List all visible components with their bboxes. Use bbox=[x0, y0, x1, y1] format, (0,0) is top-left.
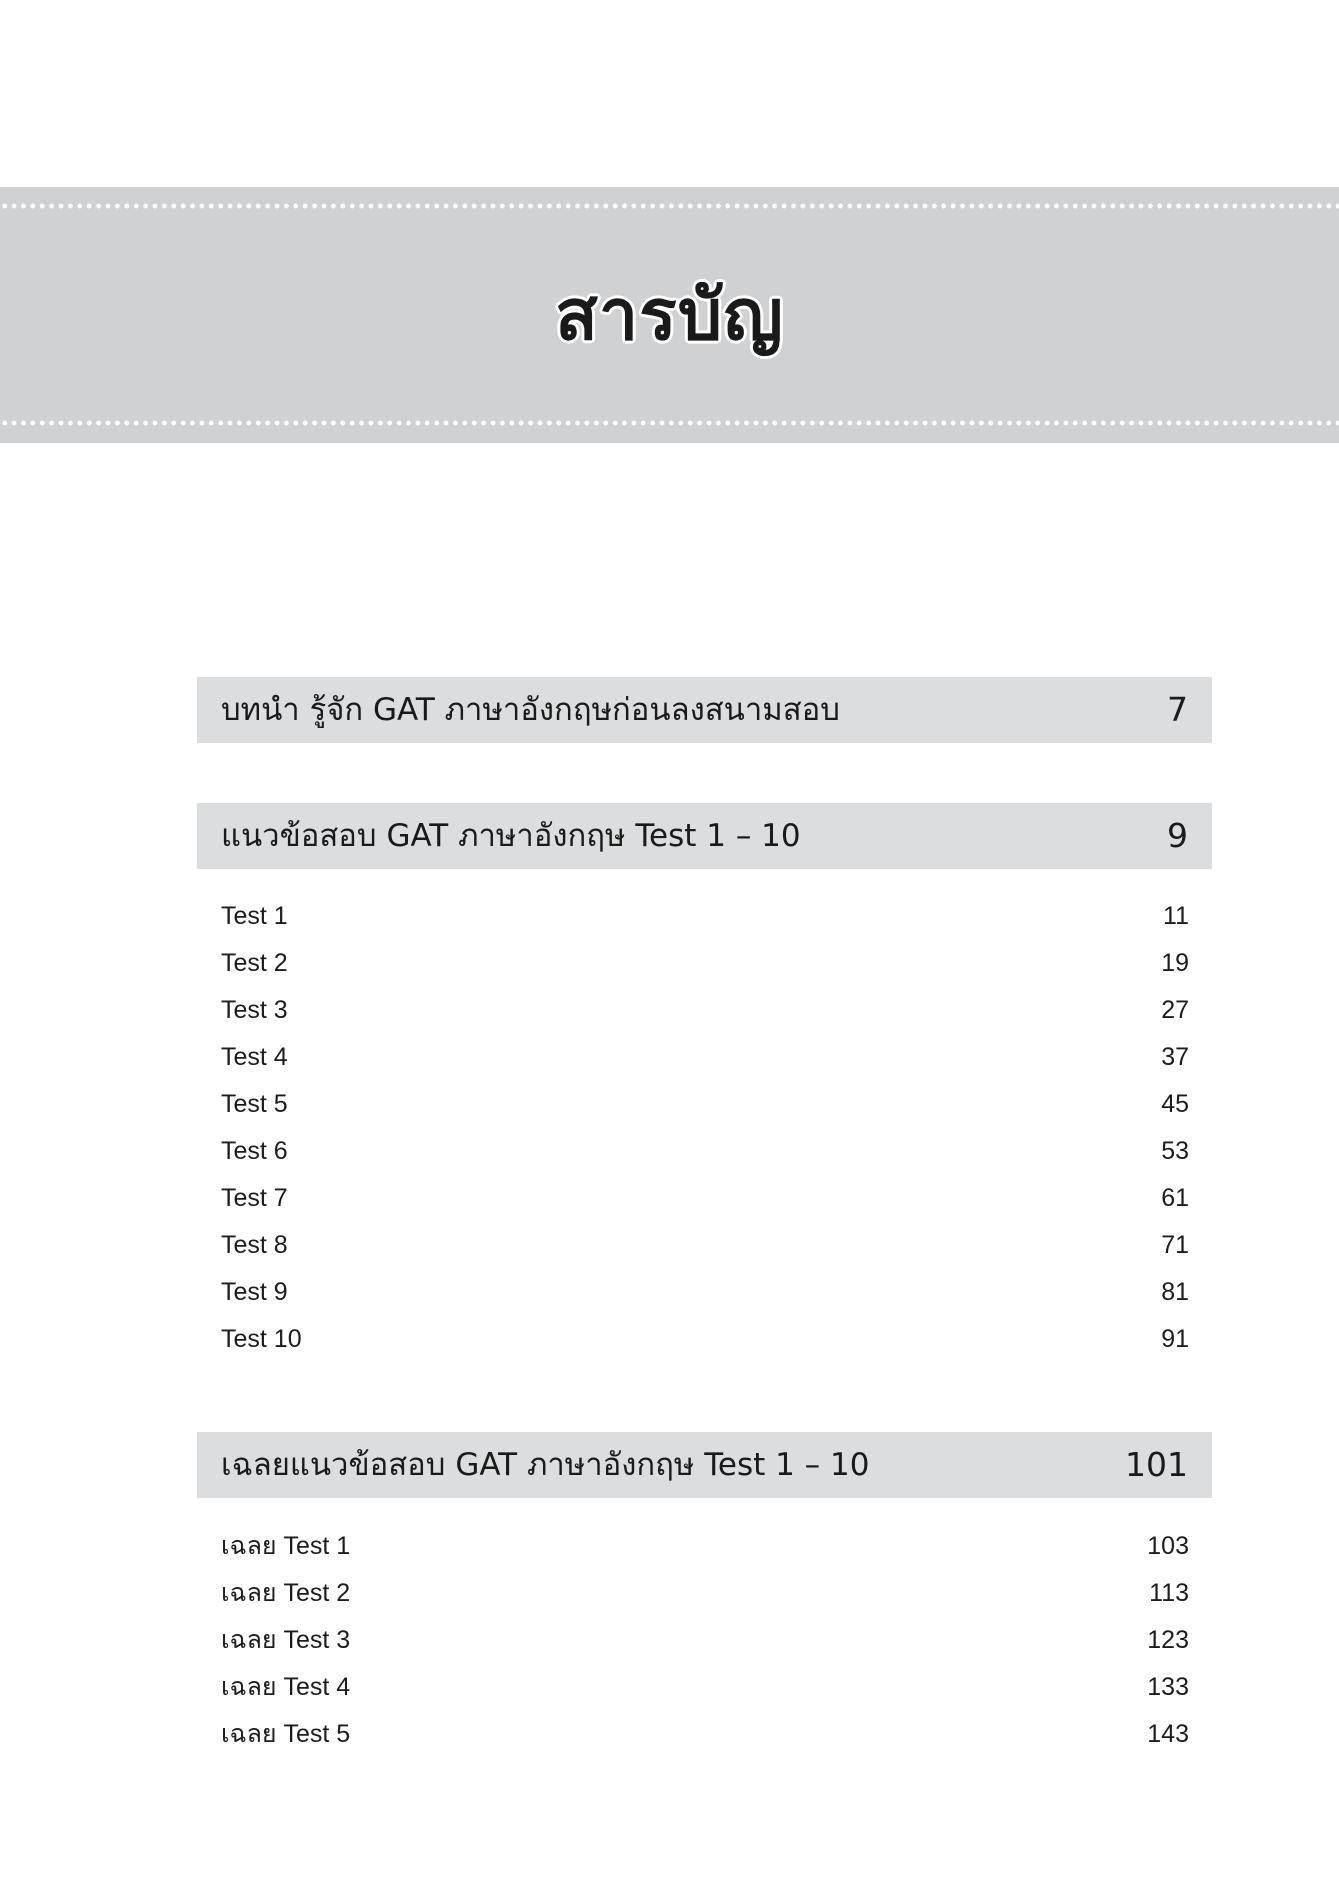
entry-label: เฉลย Test 2 bbox=[221, 1579, 351, 1607]
toc-entry[interactable] bbox=[221, 943, 1189, 983]
entry-label: Test 7 bbox=[221, 1184, 288, 1212]
toc-entry[interactable] bbox=[221, 1131, 1189, 1171]
section-page-number: 7 bbox=[1167, 690, 1188, 729]
entry-page-number: 143 bbox=[1147, 1720, 1189, 1748]
toc-entry[interactable] bbox=[221, 1714, 1189, 1754]
entry-label: เฉลย Test 1 bbox=[221, 1532, 351, 1560]
entry-label: Test 6 bbox=[221, 1137, 288, 1165]
page-title: สารบัญ bbox=[555, 274, 784, 356]
section-title: เฉลยแนวข้อสอบ GAT ภาษาอังกฤษ Test 1 – 10 bbox=[221, 1447, 870, 1483]
entry-page-number: 133 bbox=[1147, 1673, 1189, 1701]
header-banner bbox=[0, 187, 1339, 443]
entry-page-number: 103 bbox=[1147, 1532, 1189, 1560]
dotted-border-bottom bbox=[0, 420, 1339, 426]
entry-label: เฉลย Test 4 bbox=[221, 1673, 351, 1701]
toc-entry[interactable] bbox=[221, 1667, 1189, 1707]
entry-page-number: 91 bbox=[1161, 1325, 1189, 1353]
entry-page-number: 123 bbox=[1147, 1626, 1189, 1654]
toc-entry[interactable] bbox=[221, 1084, 1189, 1124]
section-page-number: 101 bbox=[1125, 1445, 1188, 1484]
entry-label: เฉลย Test 3 bbox=[221, 1626, 351, 1654]
entry-page-number: 81 bbox=[1161, 1278, 1189, 1306]
entry-page-number: 71 bbox=[1161, 1231, 1189, 1259]
entry-label: Test 10 bbox=[221, 1325, 302, 1353]
toc-entry[interactable] bbox=[221, 1272, 1189, 1312]
section-title: บทนำ รู้จัก GAT ภาษาอังกฤษก่อนลงสนามสอบ bbox=[221, 692, 840, 728]
entry-label: Test 2 bbox=[221, 949, 288, 977]
entry-page-number: 113 bbox=[1149, 1579, 1189, 1607]
toc-entry[interactable] bbox=[221, 1620, 1189, 1660]
entry-label: Test 5 bbox=[221, 1090, 288, 1118]
toc-entry[interactable] bbox=[221, 1037, 1189, 1077]
entry-page-number: 45 bbox=[1161, 1090, 1189, 1118]
toc-entry[interactable] bbox=[221, 1225, 1189, 1265]
toc-section-intro[interactable] bbox=[197, 677, 1212, 743]
toc-entry[interactable] bbox=[221, 1526, 1189, 1566]
toc-entry[interactable] bbox=[221, 1319, 1189, 1359]
entry-page-number: 11 bbox=[1163, 902, 1189, 930]
toc-entry[interactable] bbox=[221, 1573, 1189, 1613]
dotted-border-top bbox=[0, 203, 1339, 209]
entry-page-number: 19 bbox=[1161, 949, 1189, 977]
toc-section-answers[interactable] bbox=[197, 1432, 1212, 1498]
entry-page-number: 53 bbox=[1161, 1137, 1189, 1165]
entry-page-number: 27 bbox=[1161, 996, 1189, 1024]
entry-label: Test 1 bbox=[221, 902, 288, 930]
entry-label: Test 8 bbox=[221, 1231, 288, 1259]
toc-entry[interactable] bbox=[221, 1178, 1189, 1218]
section-page-number: 9 bbox=[1167, 816, 1188, 855]
entry-label: เฉลย Test 5 bbox=[221, 1720, 351, 1748]
toc-entry[interactable] bbox=[221, 990, 1189, 1030]
entry-label: Test 3 bbox=[221, 996, 288, 1024]
toc-section-tests[interactable] bbox=[197, 803, 1212, 869]
toc-entry[interactable] bbox=[221, 896, 1189, 936]
entry-label: Test 9 bbox=[221, 1278, 288, 1306]
section-title: แนวข้อสอบ GAT ภาษาอังกฤษ Test 1 – 10 bbox=[221, 818, 801, 854]
entry-page-number: 61 bbox=[1161, 1184, 1189, 1212]
entry-page-number: 37 bbox=[1161, 1043, 1189, 1071]
entry-label: Test 4 bbox=[221, 1043, 288, 1071]
